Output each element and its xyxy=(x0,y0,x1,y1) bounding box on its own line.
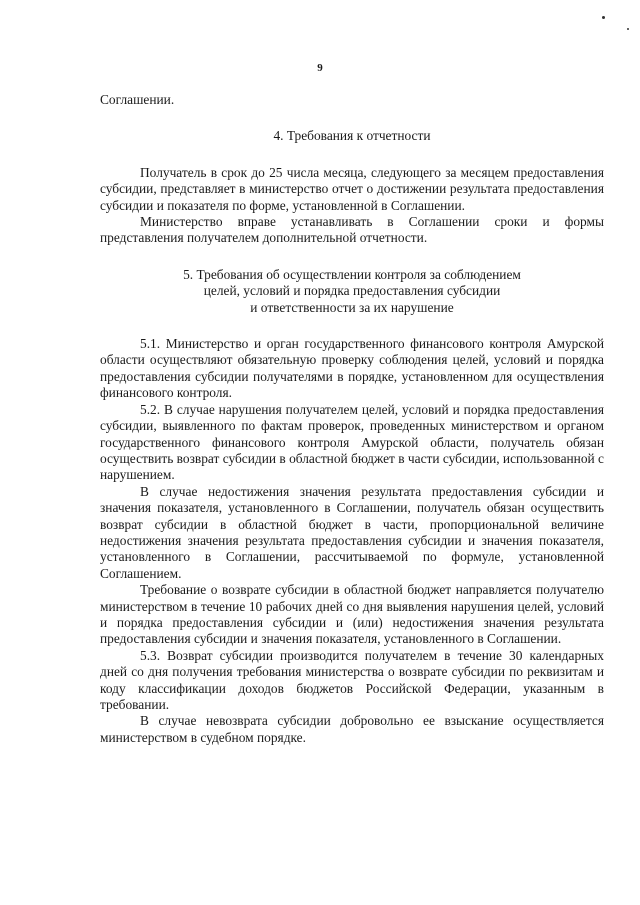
document-body xyxy=(100,92,604,746)
section-5-paragraph-return-demand: Требование о возврате субсидии в областной бюджет направляется получателю министерством в течение 10 рабочих дней со дня выявления нарушения целей, условий и порядка предоставления субсидии и (или) недостижения значения результата предоставления субсидии и значения показателя, установленного в Соглашении. xyxy=(100,582,604,647)
section-5-title-line-2: целей, условий и порядка предоставления субсидии xyxy=(203,283,501,299)
section-4-paragraph-1: Получатель в срок до 25 числа месяца, следующего за месяцем предоставления субсидии, представляет в министерство отчет о достижении результата предоставления субсидии и показателя по форме, установленной в Соглашении. xyxy=(100,164,604,213)
section-5-title-line-3: и ответственности за их нарушение xyxy=(250,299,454,315)
section-5-paragraph-underachievement: В случае недостижения значения результата предоставления субсидии и значения показателя, установленного в Соглашении, получатель обязан осуществить возврат субсидии в областной бюджет в части, пропорциональной величине недостижения значения результата предоставления субсидии и значения показателя, установленного в Соглашении, рассчитываемой по формуле, установленной Соглашением. xyxy=(100,483,604,581)
section-5-paragraph-court: В случае невозврата субсидии добровольно ее взыскание осуществляется министерством в судебном порядке. xyxy=(100,713,604,745)
section-5-title-line-1: 5. Требования об осуществлении контроля за соблюдением xyxy=(183,266,521,282)
section-5-paragraph-5-3: 5.3. Возврат субсидии производится получателем в течение 30 календарных дней со дня получения требования министерства о возврате субсидии по реквизитам и коду классификации доходов бюджетов Российской Федерации, указанным в требовании. xyxy=(100,647,604,712)
scan-speck-2 xyxy=(627,28,629,30)
section-4-paragraph-2: Министерство вправе устанавливать в Соглашении сроки и формы представления получателем дополнительной отчетности. xyxy=(100,214,604,246)
lead-fragment: Соглашении. xyxy=(100,92,175,107)
page-number: 9 xyxy=(317,62,323,74)
section-5-paragraph-5-1: 5.1. Министерство и орган государственного финансового контроля Амурской области осуществляют обязательную проверку соблюдения целей, условий и порядка предоставления субсидии получателями в порядке, установленном для осуществления финансового контроля. xyxy=(100,336,604,401)
section-5-paragraph-5-2: 5.2. В случае нарушения получателем целей, условий и порядка предоставления субсидии, выявленного по фактам проверок, проведенных министерством и органом государственного финансового контроля Амурской области, получатель обязан осуществить возврат субсидии в областной бюджет в части субсидии, использованной с нарушением. xyxy=(100,401,604,483)
section-4-title: 4. Требования к отчетности xyxy=(273,128,431,144)
scan-speck-1 xyxy=(602,16,605,19)
